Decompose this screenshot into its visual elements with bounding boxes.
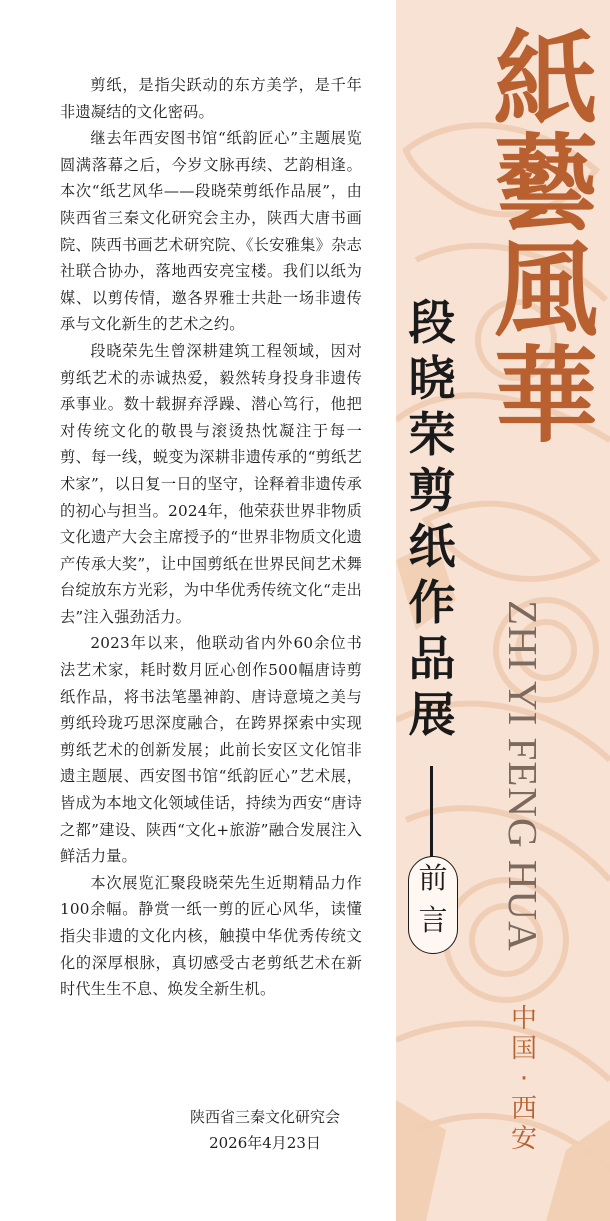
signature-date: 2026年4月23日 [209,1134,321,1152]
subtitle-char: 晓 [408,352,456,407]
subtitle-char: 品 [408,632,456,687]
location-char: 国 [510,1034,537,1064]
subtitle-char: 纸 [408,520,456,575]
subtitle-char: 荣 [408,408,456,463]
signature [150,1104,380,1156]
location-char: · [519,1064,529,1094]
pinyin-text: ZHI YI FENG HUA [500,600,546,952]
location-char: 中 [510,1004,537,1034]
subtitle-char: 剪 [408,464,456,519]
preface-badge [408,856,458,954]
subtitle-char: 作 [408,576,456,631]
paragraph-1: 剪纸，是指尖跃动的东方美学，是千年非遗凝结的文化密码。 [60,76,362,121]
title-panel [396,0,610,1221]
subtitle-char: 段 [408,296,456,351]
title-char-4: 華 [493,334,598,457]
subtitle-char: 展 [408,688,456,743]
location-label [504,1004,544,1154]
location-char: 安 [510,1124,537,1154]
paragraph-3: 段晓荣先生曾深耕建筑工程领域，因对剪纸艺术的赤诚热爱，毅然转身投身非遗传承事业。数十载摒弃浮躁、潜心笃行，他把对传统文化的敬畏与滚烫热忱凝注于每一剪、每一线，蜕变为深耕非遗传承的“剪纸艺术家”，以日复一日的坚守，诠释着非遗传承的初心与担当。2024年，他荣获世界非物质文化遗产大会主席授予的“世界非物质文化遗产传承大奖”，让中国剪纸在世界民间艺术舞台绽放东方光彩，为中华优秀传统文化“走出去”注入强劲活力。 [60,341,362,626]
signature-org: 陕西省三秦文化研究会 [189,1108,340,1126]
title-char-3: 風 [493,228,598,351]
preface-char-2: 言 [418,903,448,937]
title-char-2: 藝 [493,122,598,245]
preface-char-1: 前 [418,861,448,895]
pinyin-title [489,600,559,980]
subtitle-vertical [402,296,462,744]
paragraph-5: 本次展览汇聚段晓荣先生近期精品力作100余幅。静赏一纸一剪的匠心风华，读懂指尖非遗的文化内核，触摸中华优秀传统文化的深厚根脉，真切感受古老剪纸艺术在新时代生生不息、焕发全新生机。 [60,873,362,999]
em-dash-divider [430,766,433,862]
preface-body [60,72,362,1003]
paragraph-4: 2023年以来，他联动省内外60余位书法艺术家，耗时数月匠心创作500幅唐诗剪纸作品，将书法笔墨神韵、唐诗意境之美与剪纸玲珑巧思深度融合，在跨界探索中实现剪纸艺术的创新发展；此前长安区文化馆非遗主题展、西安图书馆“纸韵匠心”艺术展，皆成为本地文化领域佳话，持续为西安“唐诗之都”建设、陕西“文化+旅游”融合发展注入鲜活力量。 [60,634,362,866]
paragraph-2: 继去年西安图书馆“纸韵匠心”主题展览圆满落幕之后，今岁文脉再续、艺韵相逢。本次“纸艺风华——段晓荣剪纸作品展”，由陕西省三秦文化研究会主办，陕西大唐书画院、陕西书画艺术研究院、《长安雅集》杂志社联合协办，落地西安亮宝楼。我们以纸为媒、以剪传情，邀各界雅士共赴一场非遗传承与文化新生的艺术之约。 [60,129,362,334]
title-char-1: 紙 [493,18,598,141]
location-char: 西 [510,1094,537,1124]
